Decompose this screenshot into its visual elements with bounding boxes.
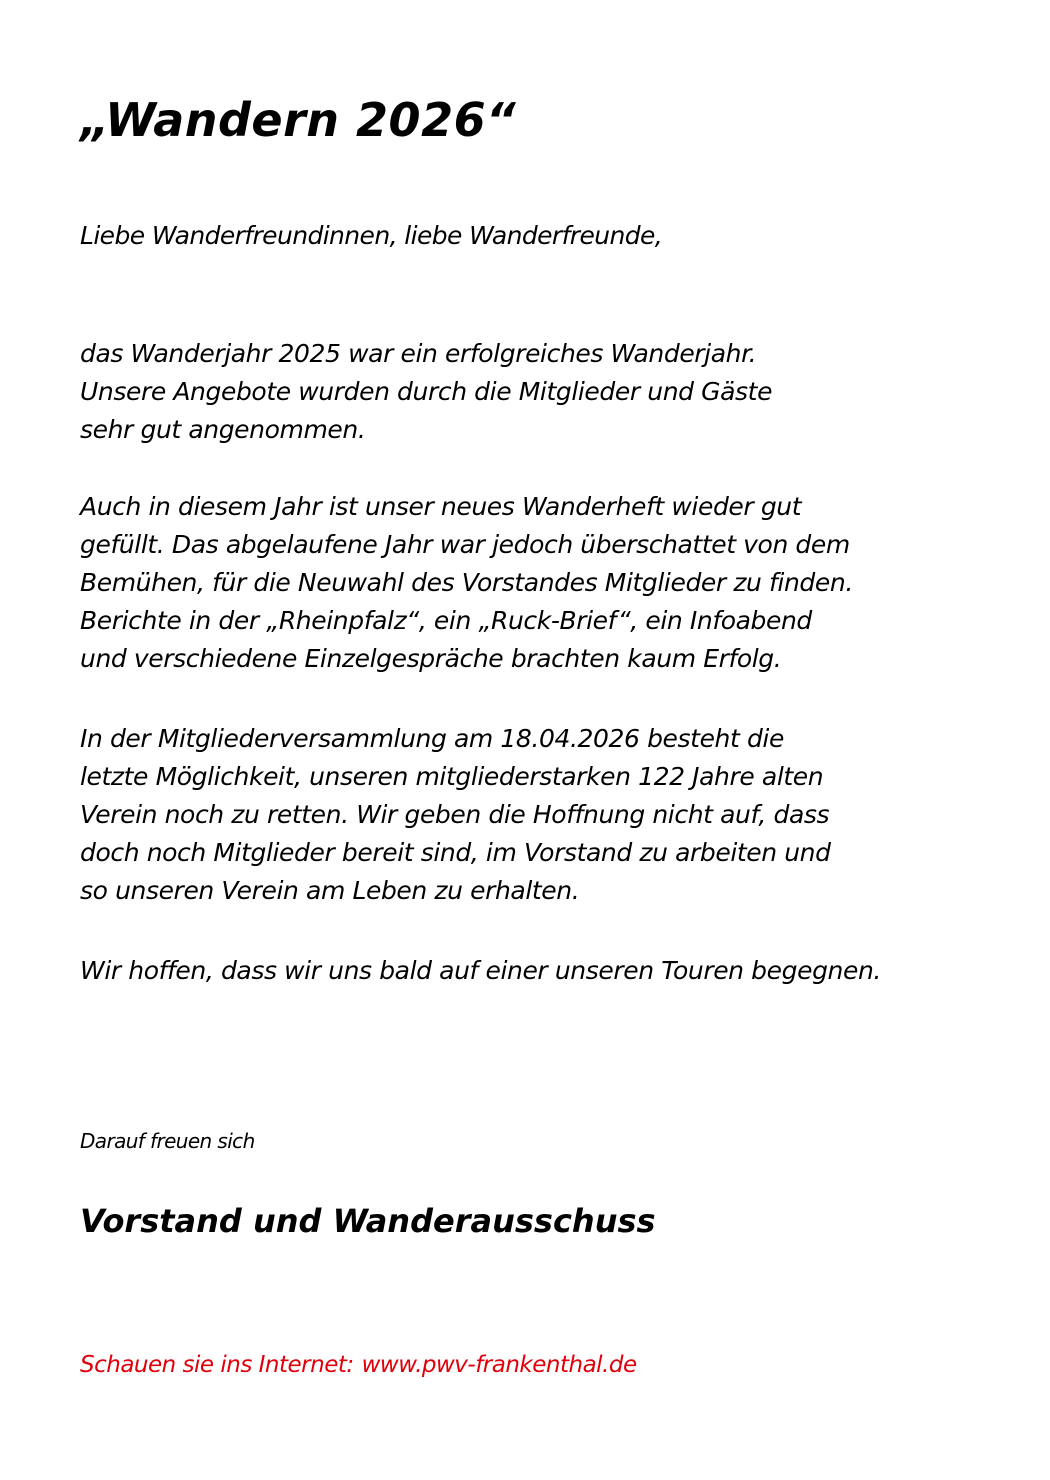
salutation: Liebe Wanderfreundinnen, liebe Wanderfreunde, [80,221,663,250]
paragraph-line: Unsere Angebote wurden durch die Mitglieder und Gäste [80,377,773,406]
paragraph-line: Bemühen, für die Neuwahl des Vorstandes Mitglieder zu finden. [80,568,853,597]
paragraph-line: Wir hoffen, dass wir uns bald auf einer unseren Touren begegnen. [80,956,881,985]
paragraph-line: Berichte in der „Rheinpfalz“, ein „Ruck-Brief“, ein Infoabend [80,606,812,635]
paragraph-line: letzte Möglichkeit, unseren mitgliederstarken 122 Jahre alten [80,762,824,791]
document-title: „Wandern 2026“ [80,93,517,147]
paragraph-line: doch noch Mitglieder bereit sind, im Vorstand zu arbeiten und [80,838,831,867]
paragraph-line: und verschiedene Einzelgespräche brachten kaum Erfolg. [80,644,782,673]
website-label: Schauen sie ins Internet: [80,1352,354,1378]
paragraph-4 [80,952,881,990]
paragraph-line: sehr gut angenommen. [80,415,366,444]
website-note [80,1348,637,1382]
website-link[interactable]: www.pwv-frankenthal.de [361,1352,637,1378]
signature: Vorstand und Wanderausschuss [80,1202,656,1240]
paragraph-line: Auch in diesem Jahr ist unser neues Wanderheft wieder gut [80,492,802,521]
paragraph-line: In der Mitgliederversammlung am 18.04.2026 besteht die [80,724,784,753]
paragraph-line: das Wanderjahr 2025 war ein erfolgreiches Wanderjahr. [80,339,757,368]
paragraph-3 [80,720,831,910]
paragraph-2 [80,488,853,678]
paragraph-line: gefüllt. Das abgelaufene Jahr war jedoch überschattet von dem [80,530,850,559]
closing-line: Darauf freuen sich [80,1129,255,1153]
paragraph-1 [80,335,772,449]
paragraph-line: Verein noch zu retten. Wir geben die Hoffnung nicht auf, dass [80,800,830,829]
paragraph-line: so unseren Verein am Leben zu erhalten. [80,876,580,905]
